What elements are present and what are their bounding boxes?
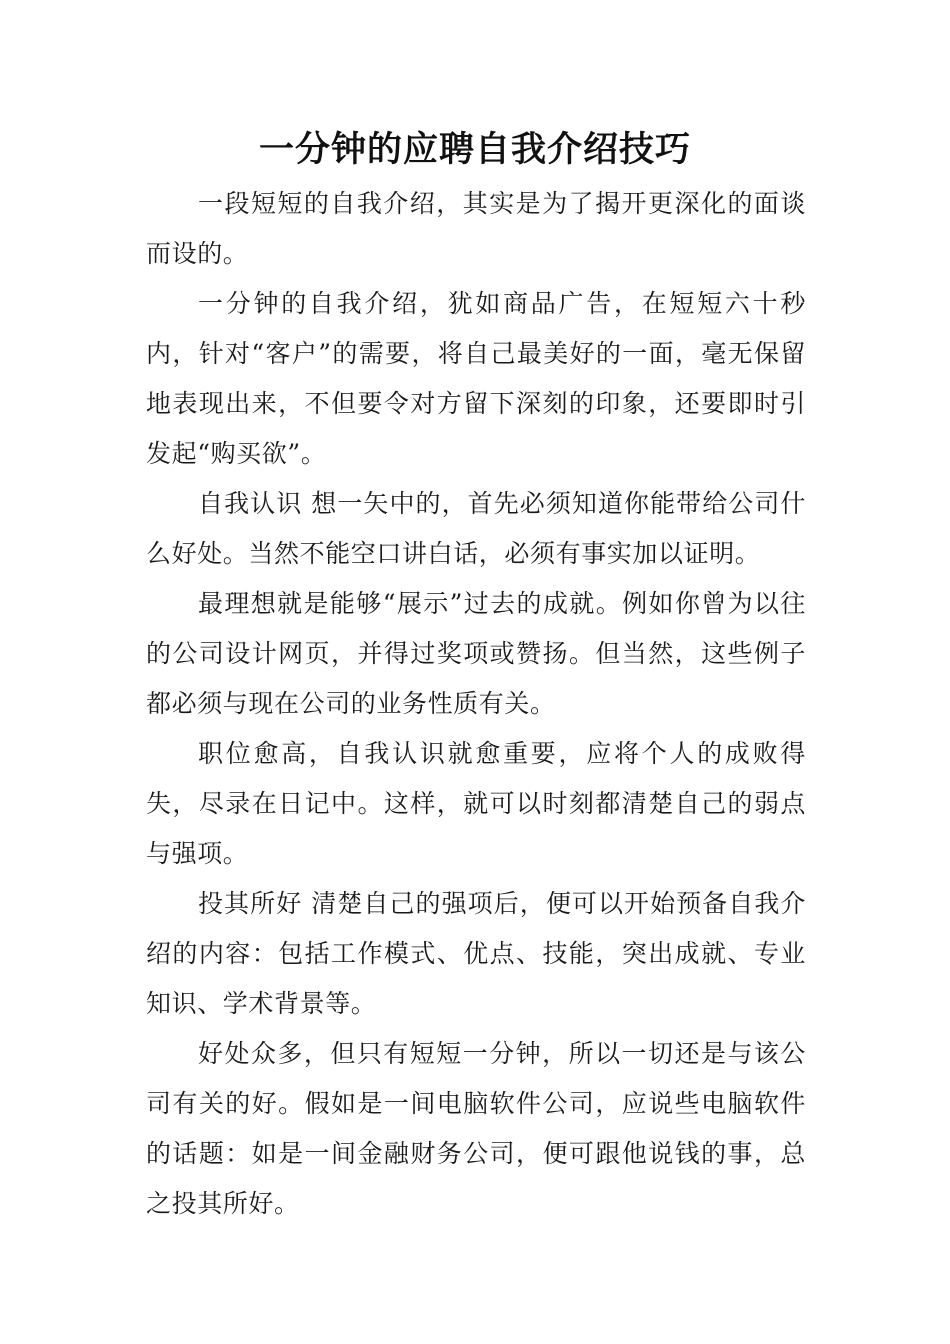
paragraph: 好处众多，但只有短短一分钟，所以一切还是与该公司有关的好。假如是一间电脑软件公司，应说些电脑软件的话题：如是一间金融财务公司，便可跟他说钱的事，总之投其所好。 bbox=[146, 1039, 806, 1218]
document-title: 一分钟的应聘自我介绍技巧 bbox=[258, 130, 691, 170]
paragraph: 职位愈高，自我认识就愈重要，应将个人的成败得失，尽录在日记中。这样，就可以时刻都清楚自己的弱点与强项。 bbox=[146, 739, 806, 868]
paragraph: 投其所好 清楚自己的强项后，便可以开始预备自我介绍的内容：包括工作模式、优点、技能，突出成就、专业知识、学术背景等。 bbox=[146, 889, 806, 1018]
paragraph: 最理想就是能够“展示”过去的成就。例如你曾为以往的公司设计网页，并得过奖项或赞扬。但当然，这些例子都必须与现在公司的业务性质有关。 bbox=[146, 589, 806, 718]
paragraph: 自我认识 想一矢中的，首先必须知道你能带给公司什么好处。当然不能空口讲白话，必须有事实加以证明。 bbox=[146, 489, 806, 568]
paragraph: 一段短短的自我介绍，其实是为了揭开更深化的面谈而设的。 bbox=[146, 189, 806, 268]
paragraph: 一分钟的自我介绍，犹如商品广告，在短短六十秒内，针对“客户”的需要，将自己最美好的一面，毫无保留地表现出来，不但要令对方留下深刻的印象，还要即时引发起“购买欲”。 bbox=[146, 289, 806, 468]
document-body bbox=[146, 179, 806, 1229]
